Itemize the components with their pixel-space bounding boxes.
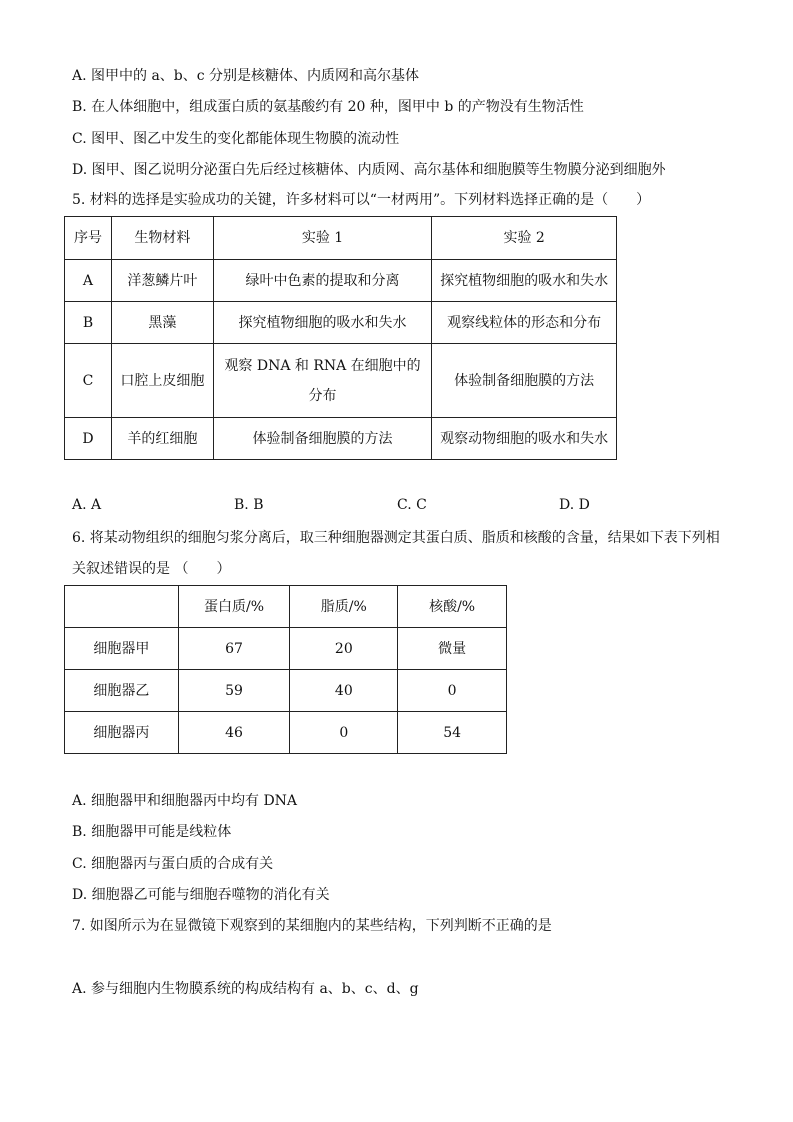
table-cell: 探究植物细胞的吸水和失水 (213, 302, 432, 344)
table-row (65, 628, 507, 670)
q6-table (64, 585, 507, 754)
table-cell: 绿叶中色素的提取和分离 (213, 260, 432, 302)
q6-stem-line1: 6. 将某动物组织的细胞匀浆分离后，取三种细胞器测定其蛋白质、脂质和核酸的含量，结果如下表下列相 (72, 530, 720, 546)
q4-option-a: A. 图甲中的 a、b、c 分别是核糖体、内质网和高尔基体 (72, 68, 420, 84)
table-row (65, 418, 617, 460)
table-cell: 0 (290, 712, 398, 754)
q4-option-c: C. 图甲、图乙中发生的变化都能体现生物膜的流动性 (72, 131, 400, 147)
q6-option-b: B. 细胞器甲可能是线粒体 (72, 824, 232, 840)
table-cell: 羊的红细胞 (111, 418, 213, 460)
table-cell: 细胞器丙 (65, 712, 179, 754)
q5-option-d: D. D (559, 497, 590, 513)
table-cell: 0 (398, 670, 507, 712)
table-header-row (65, 586, 507, 628)
q5-option-a: A. A (72, 497, 102, 513)
table-cell: 20 (290, 628, 398, 670)
table-header-cell (65, 586, 179, 628)
table-header-row (65, 217, 617, 260)
q5-option-c: C. C (397, 497, 427, 513)
table-row (65, 260, 617, 302)
table-cell: C (65, 344, 112, 418)
table-cell: 微量 (398, 628, 507, 670)
table-row (65, 712, 507, 754)
q5-stem: 5. 材料的选择是实验成功的关键，许多材料可以“一材两用”。下列材料选择正确的是（ ） (72, 192, 651, 208)
table-row (65, 344, 617, 418)
table-header-cell: 实验 1 (213, 217, 432, 260)
table-cell: 46 (178, 712, 290, 754)
table-header-cell: 实验 2 (432, 217, 617, 260)
table-cell: B (65, 302, 112, 344)
table-cell: 54 (398, 712, 507, 754)
q7-option-a: A. 参与细胞内生物膜系统的构成结构有 a、b、c、d、g (72, 981, 419, 997)
table-cell: 观察动物细胞的吸水和失水 (432, 418, 617, 460)
q5-option-b: B. B (234, 497, 264, 513)
q4-option-d: D. 图甲、图乙说明分泌蛋白先后经过核糖体、内质网、高尔基体和细胞膜等生物膜分泌到细胞外 (72, 162, 666, 178)
table-row (65, 302, 617, 344)
q6-stem-line2: 关叙述错误的是 （ ） (72, 561, 231, 577)
table-cell: 细胞器甲 (65, 628, 179, 670)
table-header-cell: 蛋白质/% (178, 586, 290, 628)
table-cell: 体验制备细胞膜的方法 (432, 344, 617, 418)
table-cell: 探究植物细胞的吸水和失水 (432, 260, 617, 302)
table-cell: D (65, 418, 112, 460)
q4-option-b: B. 在人体细胞中，组成蛋白质的氨基酸约有 20 种，图甲中 b 的产物没有生物活性 (72, 99, 584, 115)
table-header-cell: 序号 (65, 217, 112, 260)
table-cell: 口腔上皮细胞 (111, 344, 213, 418)
q5-table (64, 216, 617, 460)
table-cell: 黑藻 (111, 302, 213, 344)
q5-options (72, 497, 672, 517)
table-cell: A (65, 260, 112, 302)
table-header-cell: 核酸/% (398, 586, 507, 628)
q6-option-d: D. 细胞器乙可能与细胞吞噬物的消化有关 (72, 887, 330, 903)
table-cell: 40 (290, 670, 398, 712)
table-cell: 观察线粒体的形态和分布 (432, 302, 617, 344)
table-row (65, 670, 507, 712)
table-cell: 洋葱鳞片叶 (111, 260, 213, 302)
table-cell: 59 (178, 670, 290, 712)
table-cell: 体验制备细胞膜的方法 (213, 418, 432, 460)
table-cell: 细胞器乙 (65, 670, 179, 712)
table-cell: 67 (178, 628, 290, 670)
q7-stem: 7. 如图所示为在显微镜下观察到的某细胞内的某些结构，下列判断不正确的是 (72, 918, 552, 934)
q6-option-c: C. 细胞器丙与蛋白质的合成有关 (72, 856, 274, 872)
table-header-cell: 脂质/% (290, 586, 398, 628)
q6-option-a: A. 细胞器甲和细胞器丙中均有 DNA (72, 793, 298, 809)
table-cell: 观察 DNA 和 RNA 在细胞中的分布 (213, 344, 432, 418)
table-header-cell: 生物材料 (111, 217, 213, 260)
